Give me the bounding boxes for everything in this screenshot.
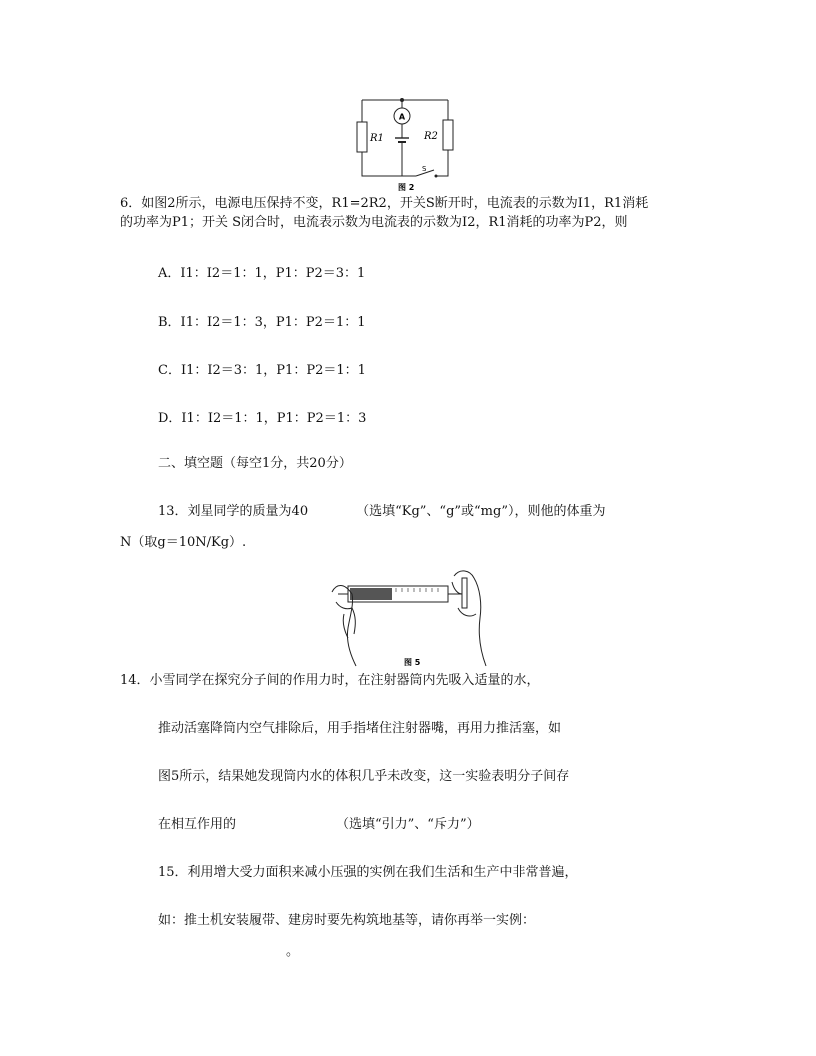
junction-dot — [400, 98, 404, 102]
q14-text-part-1: 在相互作用的 — [158, 817, 237, 832]
figure-2-caption: 图 2 — [398, 183, 415, 192]
ammeter-label: A — [398, 112, 406, 122]
section-2-heading: 二、填空题（每空1分，共20分） — [158, 456, 352, 471]
q15-line-2: 如：推土机安装履带、建房时要先构筑地基等，请你再举一实例： — [158, 913, 536, 928]
q6-option-b: B．Ⅰ1：Ⅰ2＝1：3，P1：P2＝1：1 — [158, 315, 366, 330]
q14-line-1: 14．小雪同学在探究分子间的作用力时，在注射器筒内先吸入适量的水， — [120, 673, 540, 688]
r1-label: R1 — [370, 133, 384, 144]
right-hand — [454, 571, 486, 666]
q6-line-1: 6．如图2所示，电源电压保持不变，R1=2R2，开关S断开时，电流表的示数为Ⅰ1，R1消耗 — [120, 196, 649, 211]
q14-line-3: 图5所示，结果她发现筒内水的体积几乎未改变，这一实验表明分子间存 — [158, 769, 570, 784]
figure-5-syringe — [330, 564, 490, 670]
q6-option-c: C．Ⅰ1：Ⅰ2＝3：1，P1：P2＝1：1 — [158, 363, 366, 378]
q13-line-1 — [158, 504, 605, 520]
plunger-head — [462, 578, 467, 608]
q14-line-4 — [158, 817, 480, 833]
q6-option-a: A．Ⅰ1：Ⅰ2＝1：1，P1：P2＝3：1 — [158, 266, 366, 281]
r1-resistor — [357, 122, 367, 152]
circuit-diagram — [350, 94, 460, 192]
r2-resistor — [443, 120, 453, 150]
q15-line-1: 15．利用增大受力面积来减小压强的实例在我们生活和生产中非常普遍， — [158, 865, 578, 880]
q15-line-3: 。 — [286, 944, 300, 959]
q6-line-2: 的功率为P1；开关 S闭合时，电流表示数为电流表的示数为Ⅰ2，R1消耗的功率为P2，则 — [120, 215, 628, 230]
q13-line-2: N（取g＝10N/Kg）. — [120, 535, 247, 550]
q14-line-2: 推动活塞降筒内空气排除后，用手指堵住注射器嘴，再用力推活塞，如 — [158, 721, 562, 736]
q6-option-d: D．Ⅰ1：Ⅰ2＝1：1，P1：P2＝1：3 — [158, 411, 367, 426]
figure-2-circuit — [350, 94, 460, 192]
q13-text-part-1: 13．刘星同学的质量为40 — [158, 504, 309, 519]
syringe-drawing — [330, 564, 490, 670]
switch-label: S — [422, 165, 427, 173]
r2-label: R2 — [424, 131, 438, 142]
syringe-water — [350, 588, 392, 600]
q13-text-part-2: （选填“Kg”、“g”或“mg”），则他的体重为 — [356, 504, 606, 519]
figure-5-caption: 图 5 — [404, 658, 421, 667]
q14-text-part-2: （选填“引力”、“斥力”） — [336, 817, 480, 832]
